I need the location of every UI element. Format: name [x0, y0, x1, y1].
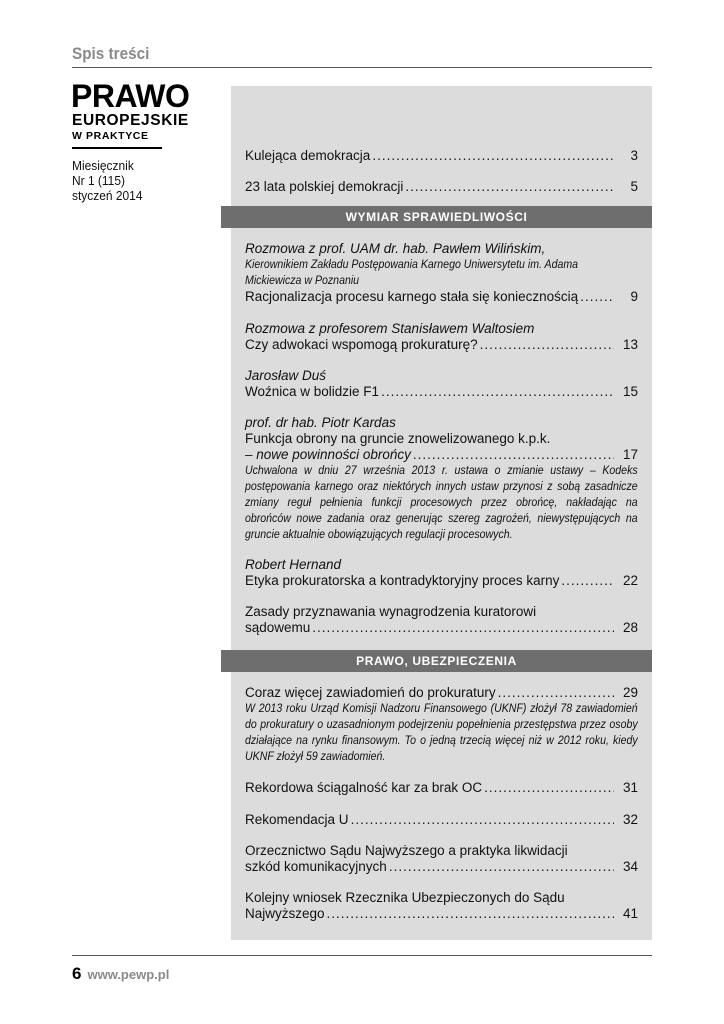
- entry-author: Jarosław Duś: [245, 368, 327, 383]
- toc-entry[interactable]: [245, 685, 638, 765]
- entry-title: Kolejny wniosek Rzecznika Ubezpieczonych do Sądu: [245, 890, 565, 905]
- entry-title: Funkcja obrony na gruncie znowelizowanego k.p.k.: [245, 431, 551, 446]
- entry-title: Czy adwokaci wspomogą prokuraturę?: [245, 337, 478, 352]
- section-heading-law-insurance: PRAWO, UBEZPIECZENIA: [221, 650, 652, 672]
- entry-page: 41: [622, 906, 638, 921]
- entry-title: sądowemu: [245, 620, 311, 635]
- entry-title: Woźnica w bolidzie F1: [245, 384, 380, 399]
- toc-entry[interactable]: [245, 368, 638, 400]
- entry-page: 29: [622, 685, 638, 700]
- section-heading-justice: WYMIAR SPRAWIEDLIWOŚCI: [221, 206, 652, 228]
- toc-entry[interactable]: [245, 179, 638, 195]
- toc-entry[interactable]: [245, 812, 638, 828]
- entry-page: 9: [630, 289, 638, 304]
- entry-title: Kulejąca demokracja: [245, 148, 371, 163]
- entry-page: 3: [630, 148, 638, 163]
- entry-title: Najwyższego: [245, 906, 325, 921]
- meta-issue: Nr 1 (115): [72, 173, 125, 188]
- logo-sub: EUROPEJSKIE: [72, 112, 189, 129]
- entry-page: 22: [622, 573, 638, 588]
- header-rule: [72, 67, 652, 68]
- entry-page: 34: [622, 859, 638, 874]
- toc-entry[interactable]: [245, 415, 638, 543]
- footer-rule: [72, 955, 652, 956]
- toc-entry[interactable]: [245, 148, 638, 164]
- entry-page: 5: [630, 179, 638, 194]
- entry-title: Racjonalizacja procesu karnego stała się koniecznością: [245, 289, 579, 304]
- entry-description: Uchwalona w dniu 27 września 2013 r. ustawa o zmianie ustawy – Kodeks postępowania karnego oraz niektórych innych ustaw przynosi z sobą zasadnicze zmiany reguł pełnienia funkcji procesowych przez obrońcę, nakładając na obrońców nowe zadania oraz generując szereg zagrożeń, niewystępujących na gruncie aktualnie obowiązujących regulacji procesowych.: [245, 465, 638, 541]
- entry-page: 28: [622, 620, 638, 635]
- entry-author: prof. dr hab. Piotr Kardas: [245, 415, 396, 430]
- entry-page: 13: [622, 337, 638, 352]
- entry-page: 15: [622, 384, 638, 399]
- entry-title: Etyka prokuratorska a kontradyktoryjny proces karny: [245, 573, 560, 588]
- entry-author: Robert Hernand: [245, 557, 342, 572]
- logo-main: PRAWO: [71, 78, 190, 114]
- page-footer: [72, 964, 169, 984]
- footer-url[interactable]: www.pewp.pl: [87, 967, 170, 982]
- entry-page: 32: [622, 812, 638, 827]
- toc-entry[interactable]: [245, 890, 638, 922]
- entry-page: 17: [622, 447, 638, 462]
- meta-date: styczeń 2014: [72, 188, 143, 203]
- toc-entry[interactable]: [245, 241, 638, 305]
- entry-title: Coraz więcej zawiadomień do prokuratury: [245, 685, 496, 700]
- entry-page: 31: [622, 780, 638, 795]
- entry-author: Rozmowa z profesorem Stanisławem Waltosiem: [245, 321, 535, 336]
- entry-affiliation: Kierownikiem Zakładu Postępowania Karnego Uniwersytetu im. Adama: [245, 259, 579, 271]
- entry-affiliation: Mickiewicza w Poznaniu: [245, 275, 360, 287]
- entry-title: szkód komunikacyjnych: [245, 859, 387, 874]
- entry-title: 23 lata polskiej demokracji: [245, 179, 404, 194]
- issue-meta: [72, 158, 142, 203]
- entry-title: Zasady przyznawania wynagrodzenia kuratorowi: [245, 604, 537, 619]
- toc-entry[interactable]: [245, 321, 638, 353]
- entry-author: Rozmowa z prof. UAM dr. hab. Pawłem Wilińskim,: [245, 241, 546, 256]
- toc-entry[interactable]: [245, 604, 638, 636]
- entry-description: W 2013 roku Urząd Komisji Nadzoru Finansowego (UKNF) złożył 78 zawiadomień do prokuratury o uzasadnionym podejrzeniu popełnienia przestępstwa przez osoby działające na rynku finansowym. To o jedną trzecią więcej niż w 2012 roku, kiedy UKNF złożył 59 zawiadomień.: [245, 703, 638, 763]
- toc-entry[interactable]: [245, 843, 638, 875]
- entry-title: Orzecznictwo Sądu Najwyższego a praktyka likwidacji: [245, 843, 568, 858]
- entry-title: – nowe powinności obrońcy: [245, 447, 411, 462]
- meta-frequency: Miesięcznik: [72, 158, 134, 173]
- toc-entry[interactable]: [245, 780, 638, 796]
- entry-title: Rekomendacja U: [245, 812, 349, 827]
- toc-entry[interactable]: [245, 557, 638, 589]
- page-header-title: Spis treści: [72, 44, 150, 63]
- logo-rule: [72, 147, 162, 149]
- logo-sub2: W PRAKTYCE: [72, 130, 149, 142]
- entry-title: Rekordowa ściągalność kar za brak OC: [245, 780, 483, 795]
- footer-page-number: 6: [72, 964, 82, 983]
